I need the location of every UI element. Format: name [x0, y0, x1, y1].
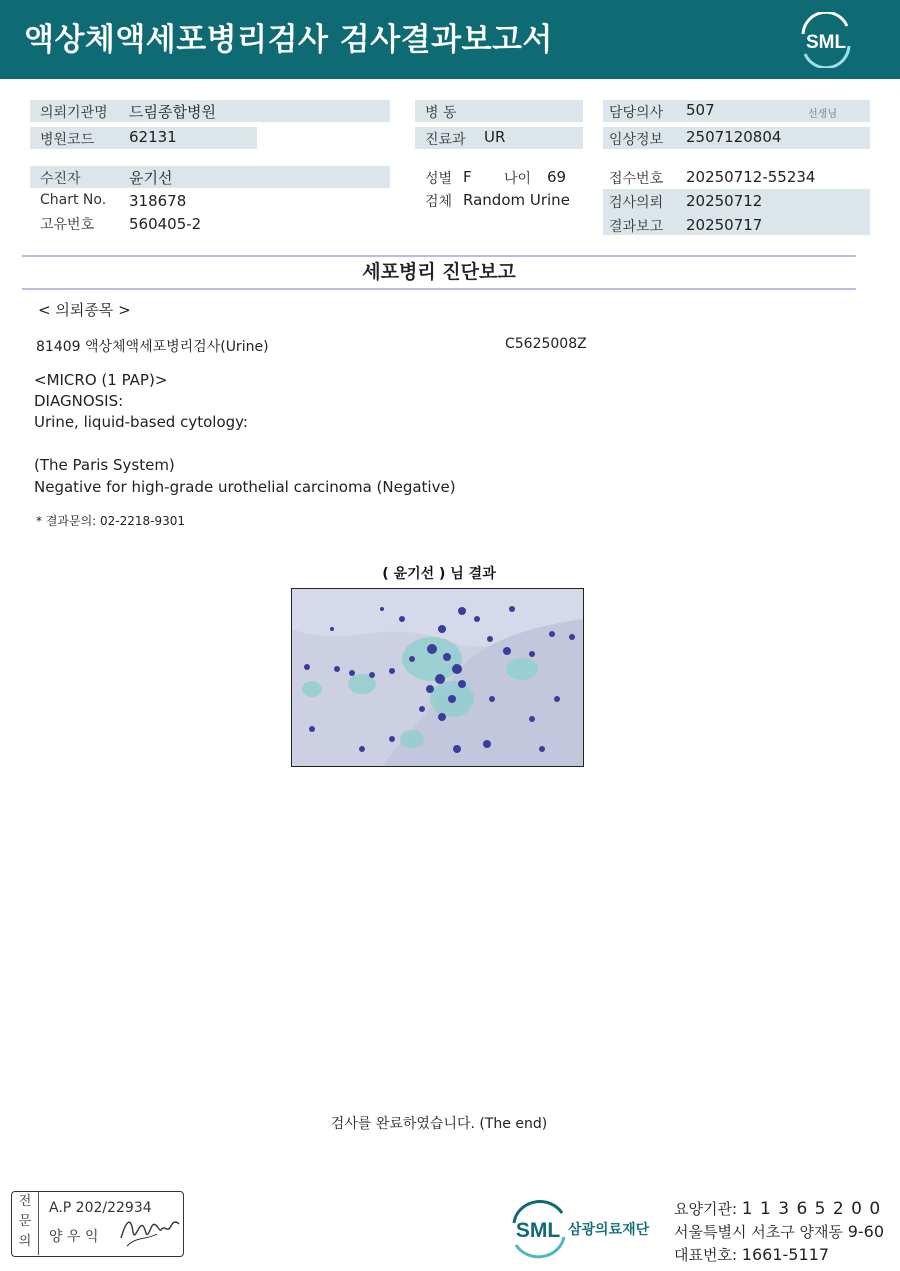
specimen-value: Random Urine: [463, 191, 570, 209]
request-items-heading: < 의뢰종목 >: [38, 301, 131, 319]
institution-value: 드림종합병원: [129, 103, 216, 121]
diagnosis-result: Negative for high-grade urothelial carcinoma (Negative): [34, 478, 456, 496]
clinical-label: 임상정보: [609, 132, 664, 148]
sml-logo-icon: [795, 12, 857, 68]
stamp-char-1: 전: [18, 1194, 32, 1209]
micro-line: <MICRO (1 PAP)>: [34, 371, 168, 389]
dept-value: UR: [484, 128, 506, 146]
facility-code-label: 요양기관:: [674, 1200, 738, 1218]
dept-label: 진료과: [425, 132, 466, 148]
chart-value: 318678: [129, 192, 187, 210]
svg-text:SML: SML: [515, 1219, 561, 1242]
address: [674, 1221, 884, 1242]
receipt-value: 20250712-55234: [686, 168, 816, 186]
sml-foundation-logo-icon: [510, 1199, 658, 1259]
section-rule-bottom: [22, 288, 856, 290]
sex-value: F: [463, 168, 472, 186]
ward-label: 병 동: [425, 105, 457, 121]
svg-text:삼광의료재단: 삼광의료재단: [568, 1222, 650, 1238]
facility-code-value: 1 1 3 6 5 2 0 0: [741, 1199, 882, 1219]
section-title: 세포병리 진단보고: [362, 261, 516, 283]
address-label: 서울특별시 서초구 양재동: [674, 1223, 843, 1241]
doctor-suffix: 선생님: [808, 109, 837, 120]
stamp-license: A.P 202/22934: [49, 1200, 152, 1216]
phone-value: 1661-5117: [741, 1245, 830, 1264]
cytology-cells: [292, 589, 583, 766]
uid-label: 고유번호: [40, 217, 95, 233]
age-label: 나이: [504, 171, 532, 187]
main-phone: [674, 1244, 829, 1265]
report-value: 20250717: [686, 216, 763, 234]
facility-code: [674, 1198, 881, 1219]
report-label: 결과보고: [609, 219, 664, 235]
doctor-value: 507: [686, 101, 715, 119]
request-value: 20250712: [686, 192, 763, 210]
patient-label: 수진자: [40, 171, 81, 187]
phone-label: 대표번호:: [674, 1246, 738, 1264]
patient-value: 윤기선: [129, 169, 173, 187]
page-title: 액상체액세포병리검사 검사결과보고서: [24, 22, 553, 58]
test-id: C5625008Z: [505, 336, 587, 352]
address-number: 9-60: [847, 1222, 885, 1241]
patient-row: [30, 166, 390, 188]
signature-scribble-icon: [117, 1208, 183, 1252]
hospital-code-label: 병원코드: [40, 132, 95, 148]
svg-text:SML: SML: [805, 32, 847, 53]
stamp-name: 양 우 익: [49, 1229, 99, 1245]
stamp-char-3: 의: [18, 1234, 32, 1249]
clinical-value: 2507120804: [686, 128, 782, 146]
chart-label: Chart No.: [40, 192, 107, 208]
paris-system: (The Paris System): [34, 456, 175, 474]
contact-note: * 결과문의: 02-2218-9301: [36, 514, 186, 528]
doctor-label: 담당의사: [609, 105, 664, 121]
institution-label: 의뢰기관명: [40, 105, 108, 121]
image-title: ( 윤기선 ) 님 결과: [382, 566, 496, 582]
microscopy-image: [291, 588, 584, 767]
uid-value: 560405-2: [129, 215, 202, 233]
signature-stamp: [11, 1191, 184, 1257]
diagnosis-specimen: Urine, liquid-based cytology:: [34, 413, 248, 431]
age-value: 69: [547, 168, 567, 186]
sex-label: 성별: [425, 171, 453, 187]
diagnosis-heading: DIAGNOSIS:: [34, 392, 124, 410]
receipt-label: 접수번호: [609, 171, 664, 187]
request-label: 검사의뢰: [609, 195, 664, 211]
test-code-name: 81409 액상체액세포병리검사(Urine): [36, 339, 269, 355]
stamp-side-label: [12, 1192, 39, 1255]
stamp-char-2: 문: [18, 1214, 32, 1229]
end-note: 검사를 완료하였습니다. (The end): [330, 1116, 548, 1132]
hospital-code-value: 62131: [129, 128, 177, 146]
specimen-label: 검체: [425, 194, 453, 210]
